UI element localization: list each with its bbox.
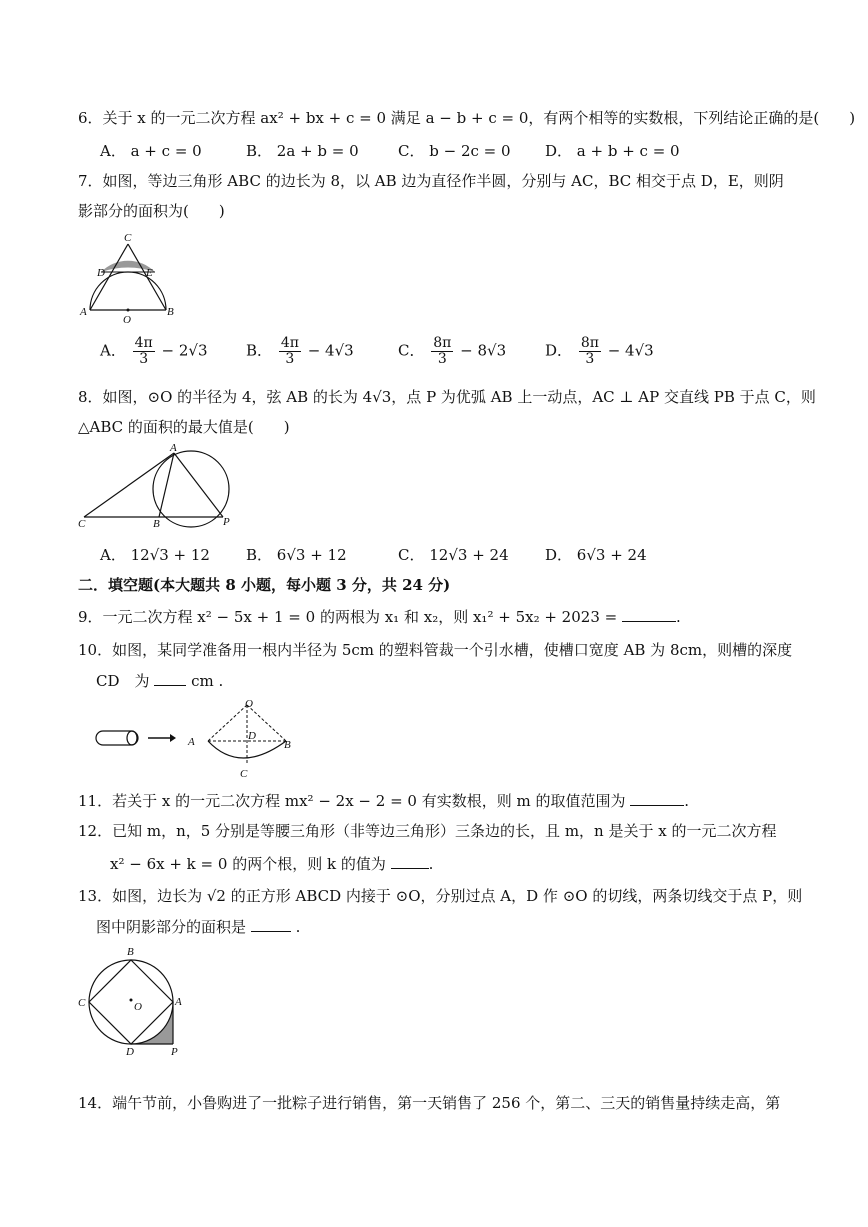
q13-label-c: C xyxy=(78,997,86,1009)
q9-answer-blank[interactable] xyxy=(622,621,676,622)
q8-option-d: D． 6√3 + 24 xyxy=(545,546,647,564)
q7-label-d: D xyxy=(97,267,105,279)
q6-option-d: D． a + b + c = 0 xyxy=(545,142,680,160)
q7-stem-line1: 7．如图，等边三角形 ABC 的边长为 8，以 AB 边为直径作半圆，分别与 AC，BC 相交于点 D，E，则阴 xyxy=(78,172,784,190)
q8-label-p: P xyxy=(223,516,230,528)
q7-label-o: O xyxy=(123,314,131,326)
q7-option-b: B． $\frac{4\pi}{3}$ − 4√3 xyxy=(246,335,354,367)
q13-figure xyxy=(76,942,196,1060)
q6-option-b: B． 2a + b = 0 xyxy=(246,142,359,160)
q7-stem-line2: 影部分的面积为( ) xyxy=(78,202,225,220)
q10-label-o: O xyxy=(245,698,253,710)
q6-stem: 6．关于 x 的一元二次方程 ax² + bx + c = 0 满足 a − b + c = 0，有两个相等的实数根，下列结论正确的是( ) xyxy=(78,109,856,127)
q10-label-a: A xyxy=(188,736,195,748)
q7-option-a: A． $\frac{4\pi}{3}$ − 2√3 xyxy=(100,335,208,367)
q13-stem-line1: 13．如图，边长为 √2 的正方形 ABCD 内接于 ⊙O，分别过点 A，D 作 ⊙O 的切线，两条切线交于点 P，则 xyxy=(78,887,803,905)
q7-label-c: C xyxy=(124,232,132,244)
q11-answer-blank[interactable] xyxy=(630,805,684,806)
q10-figure xyxy=(90,697,300,781)
q8-option-a: A． 12√3 + 12 xyxy=(100,546,210,564)
q8-option-b: B． 6√3 + 12 xyxy=(246,546,347,564)
q7-label-a: A xyxy=(80,306,87,318)
q10-label-c: C xyxy=(240,768,248,780)
q7-option-c: C． $\frac{8\pi}{3}$ − 8√3 xyxy=(398,335,507,367)
q8-label-b: B xyxy=(153,518,160,530)
q13-label-a: A xyxy=(175,996,182,1008)
q13-label-p: P xyxy=(171,1046,178,1058)
q6-option-c: C． b − 2c = 0 xyxy=(398,142,511,160)
q8-stem-line1: 8．如图，⊙O 的半径为 4，弦 AB 的长为 4√3，点 P 为优弧 AB 上一动点，AC ⊥ AP 交直线 PB 于点 C，则 xyxy=(78,388,816,406)
q12-stem-line1: 12．已知 m，n，5 分别是等腰三角形（非等边三角形）三条边的长，且 m，n 是关于 x 的一元二次方程 xyxy=(78,822,777,840)
q8-label-c: C xyxy=(78,518,86,530)
q12-stem-line2: x² − 6x + k = 0 的两个根，则 k 的值为 . xyxy=(110,855,434,873)
q10-answer-blank[interactable] xyxy=(154,685,186,686)
q14-stem-line1: 14．端午节前，小鲁购进了一批粽子进行销售，第一天销售了 256 个，第二、三天的销售量持续走高，第 xyxy=(78,1094,781,1112)
q8-option-c: C． 12√3 + 24 xyxy=(398,546,509,564)
q13-stem-line2: 图中阴影部分的面积是 . xyxy=(96,918,301,936)
q13-answer-blank[interactable] xyxy=(251,931,291,932)
q13-label-o: O xyxy=(134,1001,142,1013)
q7-option-d: D． $\frac{8\pi}{3}$ − 4√3 xyxy=(545,335,654,367)
q10-stem-line2: CD 为 cm . xyxy=(96,672,224,690)
q13-label-b: B xyxy=(127,946,134,958)
q12-answer-blank[interactable] xyxy=(391,868,429,869)
q6-option-a: A． a + c = 0 xyxy=(100,142,202,160)
q8-label-a: A xyxy=(170,442,177,454)
q10-label-d: D xyxy=(248,730,256,742)
q10-stem-line1: 10．如图，某同学准备用一根内半径为 5cm 的塑料管裁一个引水槽，使槽口宽度 AB 为 8cm，则槽的深度 xyxy=(78,641,793,659)
section-heading-fill-in: 二．填空题(本大题共 8 小题，每小题 3 分，共 24 分) xyxy=(78,576,451,594)
q7-label-b: B xyxy=(167,306,174,318)
q7-label-e: E xyxy=(146,267,153,279)
q10-label-b: B xyxy=(284,739,291,751)
q9: 9．一元二次方程 x² − 5x + 1 = 0 的两根为 x₁ 和 x₂，则 x₁² + 5x₂ + 2023 = . xyxy=(78,608,681,626)
q8-figure xyxy=(78,442,238,533)
q13-label-d: D xyxy=(126,1046,134,1058)
q7-figure xyxy=(78,230,188,326)
q8-stem-line2: △ABC 的面积的最大值是( ) xyxy=(78,418,290,436)
q11: 11．若关于 x 的一元二次方程 mx² − 2x − 2 = 0 有实数根，则 m 的取值范围为 . xyxy=(78,792,690,810)
